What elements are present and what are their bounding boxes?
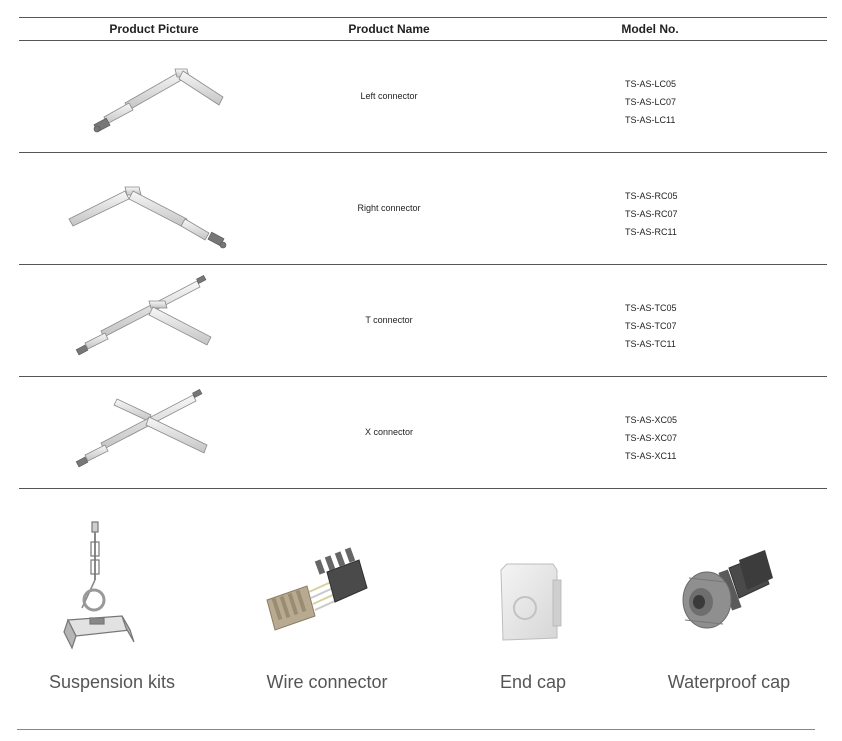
model-list xyxy=(625,187,678,241)
table-bottom-rule xyxy=(19,488,827,489)
left-connector-icon xyxy=(49,47,249,147)
table-row xyxy=(19,265,827,376)
model-number: TS-AS-LC11 xyxy=(625,115,676,125)
header-product-picture: Product Picture xyxy=(109,22,199,36)
right-connector-icon xyxy=(49,159,249,259)
table-row xyxy=(19,377,827,488)
end-cap-icon xyxy=(433,520,633,650)
wire-connector-icon xyxy=(227,520,427,650)
product-name: Left connector xyxy=(360,91,418,101)
model-number: TS-AS-LC05 xyxy=(625,79,677,89)
bottom-rule xyxy=(17,729,815,730)
header-product-name: Product Name xyxy=(348,22,430,36)
table-row xyxy=(19,41,827,152)
model-number: TS-AS-LC07 xyxy=(625,97,677,107)
accessory-wire-connector xyxy=(227,520,427,665)
model-list xyxy=(625,75,676,129)
model-number: TS-AS-TC11 xyxy=(625,339,676,349)
model-number: TS-AS-XC07 xyxy=(625,433,678,443)
accessory-label: Wire connector xyxy=(266,672,388,692)
product-name: T connector xyxy=(365,315,413,325)
suspension-kit-icon xyxy=(12,520,212,650)
accessory-suspension-kits xyxy=(12,520,212,665)
accessory-end-cap xyxy=(433,520,633,665)
model-number: TS-AS-XC11 xyxy=(625,451,677,461)
model-number: TS-AS-RC05 xyxy=(625,191,678,201)
accessory-waterproof-cap xyxy=(629,520,829,665)
waterproof-cap-icon xyxy=(629,520,829,650)
product-name: Right connector xyxy=(357,203,421,213)
accessory-label: Waterproof cap xyxy=(667,672,791,692)
header-model-no: Model No. xyxy=(621,22,679,36)
model-number: TS-AS-TC07 xyxy=(625,321,677,331)
model-number: TS-AS-RC11 xyxy=(625,227,677,237)
model-list xyxy=(625,411,677,465)
model-number: TS-AS-XC05 xyxy=(625,415,678,425)
t-connector-icon xyxy=(49,271,249,371)
table-row xyxy=(19,153,827,264)
accessory-label: Suspension kits xyxy=(48,672,176,692)
accessory-label: End cap xyxy=(499,672,567,692)
x-connector-icon xyxy=(49,383,249,483)
model-number: TS-AS-TC05 xyxy=(625,303,677,313)
model-number: TS-AS-RC07 xyxy=(625,209,678,219)
model-list xyxy=(625,299,677,353)
product-name: X connector xyxy=(364,427,414,437)
